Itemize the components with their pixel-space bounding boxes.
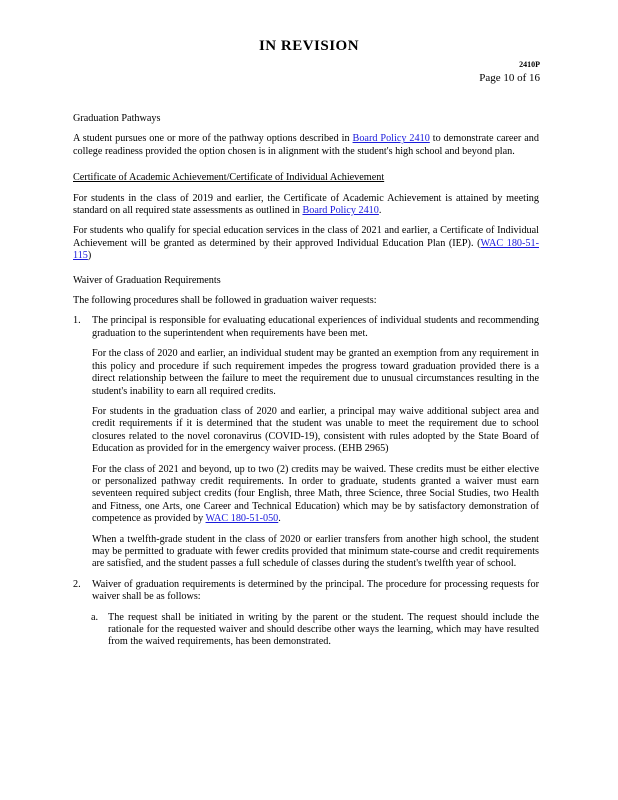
waiver-paragraph [92,464,539,526]
paragraph-text: . [278,513,281,525]
paragraph-text: For students who qualify for special education services in the class of 2021 and earlier, a Certificate of Individual Achievement will be granted as determined by their approved Individual Education Plan (IEP). ( [73,225,539,249]
certificate-paragraph-2 [73,225,539,262]
waiver-paragraph: When a twelfth-grade student in the class of 2020 or earlier transfers from another high school, the student may be permitted to graduate with fewer credits provided that minimum state-course and credit requirements are satisfied, and the student passes a full schedule of classes during the student's twelfth year of school. [92,533,539,570]
paragraph-text: to demonstrate career and college readiness provided the option chosen is in alignment with the student's high school and beyond plan. [73,133,539,157]
list-item [91,612,539,649]
board-policy-link[interactable]: Board Policy 2410 [302,205,379,217]
list-item [73,315,539,570]
page-title: IN REVISION [258,38,360,54]
wac-link[interactable]: WAC 180-51-050 [205,513,279,525]
document-body [73,113,539,657]
list-number: 1. [73,315,81,327]
list-item-text: Waiver of graduation requirements is determined by the principal. The procedure for processing requests for waiver shall be as follows: [92,578,539,603]
list-item-text: The principal is responsible for evaluating educational experiences of individual students and recommending graduation to the superintendent when requirements have been met. [92,315,539,339]
page-number: Page 10 of 16 [479,72,540,84]
certificate-heading: Certificate of Academic Achievement/Certificate of Individual Achievement [73,172,385,184]
wac-link[interactable]: WAC 180-51-115 [73,237,539,262]
waiver-heading: Waiver of Graduation Requirements [73,274,221,286]
graduation-pathways-paragraph [73,133,539,158]
board-policy-link[interactable]: Board Policy 2410 [352,133,430,145]
list-item [73,579,539,604]
list-number: 2. [73,578,81,590]
paragraph-text: . [378,205,382,217]
paragraph-text: For students in the class of 2019 and earlier, the Certificate of Academic Achievement is attained by meeting standard on all required state assessments as outlined in [73,192,539,217]
graduation-pathways-heading: Graduation Pathways [73,113,161,124]
paragraph-text: A student pursues one or more of the pathway options described in [73,133,353,145]
policy-code: 2410P [519,60,540,69]
certificate-paragraph-1 [73,193,539,218]
paragraph-text: For the class of 2021 and beyond, up to two (2) credits may be waived. These credits must be either elective or personalized pathway credit requirements. In order to graduate, students granted a waiver must earn seventeen required subject credits (four English, three Math, three Science, three Social Studies, two Health and Fitness, one Arts, one Career and Technical Education) which may be by satisfactory demonstration of competence as provided by [92,463,539,525]
waiver-paragraph: For the class of 2020 and earlier, an individual student may be granted an exemption from any requirement in this policy and procedure if such requirement impedes the progress toward graduation provided there is a direct relationship between the failure to meet the requirement due to unusual circumstances resulting in the student's inability to earn all required credits. [92,348,539,397]
waiver-intro: The following procedures shall be followed in graduation waiver requests: [73,295,377,307]
list-item-text: The request shall be initiated in writing by the parent or the student. The request should include the rationale for the requested waiver and should describe other ways the learning, which may have resulted from the waived requirements, has been demonstrated. [108,611,539,648]
waiver-paragraph: For students in the graduation class of 2020 and earlier, a principal may waive additional subject area and credit requirements if it is determined that the student was unable to meet the requirement due to school closures related to the novel coronavirus (COVID-19), consistent with rules adopted by the State Board of Education as provided for in the emergency waiver process. (EHB 2965) [92,405,539,455]
list-letter: a. [91,611,99,623]
paragraph-text: ) [87,250,92,262]
